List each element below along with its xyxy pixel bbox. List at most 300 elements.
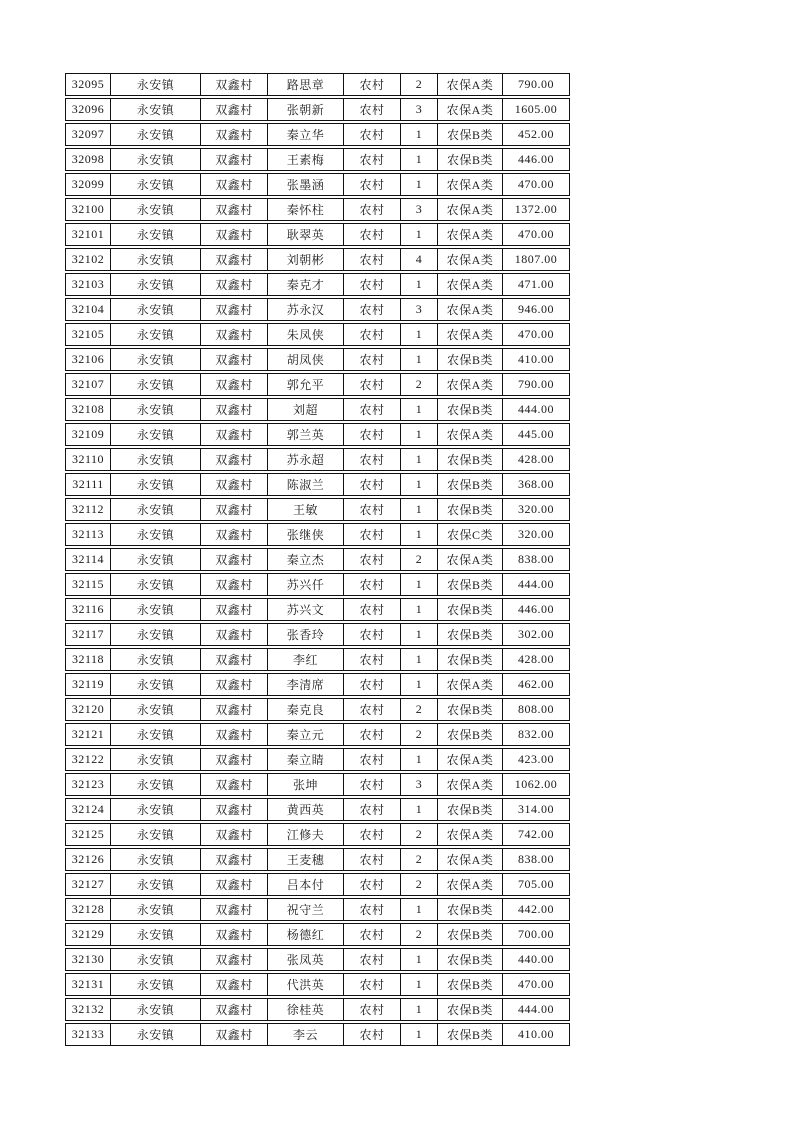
cell-residence: 农村	[343, 923, 400, 946]
cell-count: 2	[400, 73, 437, 96]
cell-residence: 农村	[343, 498, 400, 521]
cell-name: 苏兴文	[267, 598, 343, 621]
cell-residence: 农村	[343, 623, 400, 646]
cell-category: 农保A类	[437, 98, 502, 121]
table-row	[65, 98, 570, 121]
cell-count: 1	[400, 573, 437, 596]
cell-residence: 农村	[343, 748, 400, 771]
cell-village: 双鑫村	[200, 523, 267, 546]
cell-category: 农保B类	[437, 348, 502, 371]
cell-residence: 农村	[343, 298, 400, 321]
table-row	[65, 373, 570, 396]
cell-village: 双鑫村	[200, 273, 267, 296]
cell-count: 1	[400, 473, 437, 496]
cell-town: 永安镇	[110, 748, 200, 771]
cell-id: 32095	[65, 73, 110, 96]
cell-amount: 1062.00	[502, 773, 570, 796]
cell-town: 永安镇	[110, 948, 200, 971]
cell-amount: 302.00	[502, 623, 570, 646]
cell-name: 苏永超	[267, 448, 343, 471]
table-row	[65, 548, 570, 571]
cell-town: 永安镇	[110, 498, 200, 521]
cell-count: 2	[400, 723, 437, 746]
cell-town: 永安镇	[110, 998, 200, 1021]
cell-town: 永安镇	[110, 298, 200, 321]
cell-name: 张继侠	[267, 523, 343, 546]
cell-amount: 446.00	[502, 148, 570, 171]
cell-village: 双鑫村	[200, 798, 267, 821]
cell-town: 永安镇	[110, 523, 200, 546]
cell-name: 黄西英	[267, 798, 343, 821]
cell-name: 徐桂英	[267, 998, 343, 1021]
cell-name: 秦怀柱	[267, 198, 343, 221]
table-row	[65, 448, 570, 471]
cell-residence: 农村	[343, 898, 400, 921]
cell-id: 32120	[65, 698, 110, 721]
table-row	[65, 923, 570, 946]
cell-residence: 农村	[343, 973, 400, 996]
cell-category: 农保A类	[437, 548, 502, 571]
cell-village: 双鑫村	[200, 398, 267, 421]
cell-name: 朱凤侠	[267, 323, 343, 346]
cell-count: 1	[400, 673, 437, 696]
cell-amount: 444.00	[502, 573, 570, 596]
cell-residence: 农村	[343, 123, 400, 146]
cell-name: 王麦穗	[267, 848, 343, 871]
cell-village: 双鑫村	[200, 373, 267, 396]
cell-name: 秦克良	[267, 698, 343, 721]
table-row	[65, 1023, 570, 1046]
cell-id: 32103	[65, 273, 110, 296]
cell-village: 双鑫村	[200, 498, 267, 521]
table-row	[65, 773, 570, 796]
cell-residence: 农村	[343, 798, 400, 821]
cell-village: 双鑫村	[200, 848, 267, 871]
cell-category: 农保A类	[437, 873, 502, 896]
table-row	[65, 798, 570, 821]
cell-residence: 农村	[343, 373, 400, 396]
cell-category: 农保A类	[437, 223, 502, 246]
cell-category: 农保B类	[437, 148, 502, 171]
table-row	[65, 723, 570, 746]
cell-count: 1	[400, 948, 437, 971]
table-row	[65, 948, 570, 971]
cell-residence: 农村	[343, 348, 400, 371]
cell-name: 江修夫	[267, 823, 343, 846]
cell-town: 永安镇	[110, 348, 200, 371]
cell-name: 张墨涵	[267, 173, 343, 196]
cell-village: 双鑫村	[200, 898, 267, 921]
cell-id: 32126	[65, 848, 110, 871]
cell-village: 双鑫村	[200, 923, 267, 946]
cell-residence: 农村	[343, 573, 400, 596]
cell-village: 双鑫村	[200, 623, 267, 646]
cell-name: 张香玲	[267, 623, 343, 646]
cell-id: 32113	[65, 523, 110, 546]
cell-id: 32114	[65, 548, 110, 571]
cell-amount: 410.00	[502, 1023, 570, 1046]
cell-residence: 农村	[343, 198, 400, 221]
cell-name: 苏永汉	[267, 298, 343, 321]
cell-village: 双鑫村	[200, 423, 267, 446]
cell-village: 双鑫村	[200, 823, 267, 846]
cell-name: 吕本付	[267, 873, 343, 896]
cell-id: 32115	[65, 573, 110, 596]
cell-id: 32124	[65, 798, 110, 821]
cell-residence: 农村	[343, 873, 400, 896]
cell-id: 32106	[65, 348, 110, 371]
cell-count: 2	[400, 923, 437, 946]
cell-village: 双鑫村	[200, 223, 267, 246]
cell-village: 双鑫村	[200, 348, 267, 371]
cell-category: 农保A类	[437, 173, 502, 196]
benefits-table	[65, 71, 570, 1048]
cell-village: 双鑫村	[200, 448, 267, 471]
table-row	[65, 648, 570, 671]
cell-town: 永安镇	[110, 423, 200, 446]
cell-id: 32131	[65, 973, 110, 996]
table-row	[65, 398, 570, 421]
cell-village: 双鑫村	[200, 298, 267, 321]
cell-count: 1	[400, 173, 437, 196]
cell-town: 永安镇	[110, 148, 200, 171]
table-row	[65, 998, 570, 1021]
cell-category: 农保B类	[437, 723, 502, 746]
cell-town: 永安镇	[110, 673, 200, 696]
cell-town: 永安镇	[110, 223, 200, 246]
table-row	[65, 573, 570, 596]
cell-town: 永安镇	[110, 398, 200, 421]
cell-category: 农保A类	[437, 73, 502, 96]
table-row	[65, 823, 570, 846]
cell-count: 3	[400, 298, 437, 321]
cell-category: 农保A类	[437, 773, 502, 796]
table-row	[65, 698, 570, 721]
cell-town: 永安镇	[110, 973, 200, 996]
cell-amount: 1605.00	[502, 98, 570, 121]
cell-residence: 农村	[343, 223, 400, 246]
cell-amount: 470.00	[502, 973, 570, 996]
cell-name: 路思章	[267, 73, 343, 96]
cell-town: 永安镇	[110, 798, 200, 821]
table-row	[65, 173, 570, 196]
cell-count: 1	[400, 273, 437, 296]
cell-residence: 农村	[343, 698, 400, 721]
cell-name: 秦立华	[267, 123, 343, 146]
cell-residence: 农村	[343, 273, 400, 296]
cell-category: 农保A类	[437, 748, 502, 771]
cell-name: 张坤	[267, 773, 343, 796]
cell-category: 农保A类	[437, 823, 502, 846]
cell-count: 1	[400, 323, 437, 346]
cell-residence: 农村	[343, 723, 400, 746]
cell-category: 农保B类	[437, 1023, 502, 1046]
cell-category: 农保A类	[437, 248, 502, 271]
cell-category: 农保B类	[437, 948, 502, 971]
cell-id: 32130	[65, 948, 110, 971]
cell-id: 32119	[65, 673, 110, 696]
cell-amount: 320.00	[502, 523, 570, 546]
table-row	[65, 73, 570, 96]
cell-id: 32104	[65, 298, 110, 321]
cell-residence: 农村	[343, 398, 400, 421]
cell-town: 永安镇	[110, 273, 200, 296]
cell-village: 双鑫村	[200, 573, 267, 596]
cell-residence: 农村	[343, 1023, 400, 1046]
cell-category: 农保B类	[437, 648, 502, 671]
cell-amount: 790.00	[502, 73, 570, 96]
cell-name: 胡凤侠	[267, 348, 343, 371]
cell-count: 2	[400, 848, 437, 871]
table-row	[65, 623, 570, 646]
cell-town: 永安镇	[110, 98, 200, 121]
table-row	[65, 273, 570, 296]
cell-count: 1	[400, 148, 437, 171]
cell-amount: 452.00	[502, 123, 570, 146]
cell-amount: 700.00	[502, 923, 570, 946]
cell-id: 32132	[65, 998, 110, 1021]
cell-town: 永安镇	[110, 473, 200, 496]
cell-category: 农保B类	[437, 573, 502, 596]
cell-count: 1	[400, 598, 437, 621]
cell-amount: 462.00	[502, 673, 570, 696]
table-row	[65, 298, 570, 321]
cell-id: 32116	[65, 598, 110, 621]
cell-count: 1	[400, 423, 437, 446]
cell-category: 农保B类	[437, 498, 502, 521]
cell-town: 永安镇	[110, 548, 200, 571]
cell-town: 永安镇	[110, 73, 200, 96]
cell-village: 双鑫村	[200, 948, 267, 971]
cell-town: 永安镇	[110, 898, 200, 921]
cell-residence: 农村	[343, 248, 400, 271]
cell-id: 32105	[65, 323, 110, 346]
cell-id: 32096	[65, 98, 110, 121]
cell-category: 农保A类	[437, 273, 502, 296]
cell-category: 农保B类	[437, 798, 502, 821]
cell-village: 双鑫村	[200, 98, 267, 121]
table-row	[65, 973, 570, 996]
cell-residence: 农村	[343, 98, 400, 121]
cell-amount: 1807.00	[502, 248, 570, 271]
cell-category: 农保A类	[437, 373, 502, 396]
cell-id: 32122	[65, 748, 110, 771]
cell-count: 1	[400, 748, 437, 771]
cell-name: 陈淑兰	[267, 473, 343, 496]
cell-category: 农保B类	[437, 473, 502, 496]
cell-name: 张凤英	[267, 948, 343, 971]
cell-name: 刘朝彬	[267, 248, 343, 271]
cell-count: 2	[400, 698, 437, 721]
cell-count: 1	[400, 523, 437, 546]
cell-residence: 农村	[343, 173, 400, 196]
cell-amount: 442.00	[502, 898, 570, 921]
cell-residence: 农村	[343, 948, 400, 971]
cell-count: 4	[400, 248, 437, 271]
table-row	[65, 673, 570, 696]
cell-category: 农保A类	[437, 298, 502, 321]
cell-village: 双鑫村	[200, 673, 267, 696]
cell-residence: 农村	[343, 523, 400, 546]
cell-id: 32101	[65, 223, 110, 246]
cell-residence: 农村	[343, 648, 400, 671]
cell-category: 农保A类	[437, 323, 502, 346]
cell-id: 32127	[65, 873, 110, 896]
cell-residence: 农村	[343, 473, 400, 496]
cell-amount: 470.00	[502, 323, 570, 346]
cell-residence: 农村	[343, 598, 400, 621]
cell-id: 32128	[65, 898, 110, 921]
cell-name: 王素梅	[267, 148, 343, 171]
cell-name: 李云	[267, 1023, 343, 1046]
cell-id: 32111	[65, 473, 110, 496]
cell-amount: 423.00	[502, 748, 570, 771]
cell-amount: 1372.00	[502, 198, 570, 221]
table-row	[65, 873, 570, 896]
cell-id: 32097	[65, 123, 110, 146]
cell-town: 永安镇	[110, 623, 200, 646]
cell-town: 永安镇	[110, 173, 200, 196]
cell-name: 刘超	[267, 398, 343, 421]
cell-amount: 742.00	[502, 823, 570, 846]
cell-amount: 410.00	[502, 348, 570, 371]
cell-town: 永安镇	[110, 848, 200, 871]
cell-count: 1	[400, 648, 437, 671]
cell-village: 双鑫村	[200, 998, 267, 1021]
cell-id: 32121	[65, 723, 110, 746]
table-row	[65, 348, 570, 371]
table-row	[65, 323, 570, 346]
cell-category: 农保B类	[437, 898, 502, 921]
cell-town: 永安镇	[110, 723, 200, 746]
cell-category: 农保B类	[437, 398, 502, 421]
cell-category: 农保B类	[437, 973, 502, 996]
cell-residence: 农村	[343, 423, 400, 446]
table-row	[65, 248, 570, 271]
cell-id: 32100	[65, 198, 110, 221]
cell-amount: 440.00	[502, 948, 570, 971]
cell-village: 双鑫村	[200, 723, 267, 746]
cell-amount: 470.00	[502, 173, 570, 196]
table-row	[65, 523, 570, 546]
cell-amount: 946.00	[502, 298, 570, 321]
cell-amount: 470.00	[502, 223, 570, 246]
cell-amount: 320.00	[502, 498, 570, 521]
cell-village: 双鑫村	[200, 248, 267, 271]
cell-residence: 农村	[343, 73, 400, 96]
cell-count: 1	[400, 498, 437, 521]
cell-amount: 314.00	[502, 798, 570, 821]
table-row	[65, 898, 570, 921]
cell-name: 苏兴仟	[267, 573, 343, 596]
cell-count: 3	[400, 198, 437, 221]
cell-count: 1	[400, 223, 437, 246]
cell-village: 双鑫村	[200, 473, 267, 496]
cell-count: 1	[400, 998, 437, 1021]
cell-count: 2	[400, 548, 437, 571]
cell-amount: 808.00	[502, 698, 570, 721]
cell-name: 耿翠英	[267, 223, 343, 246]
cell-name: 郭允平	[267, 373, 343, 396]
cell-name: 杨德红	[267, 923, 343, 946]
cell-town: 永安镇	[110, 823, 200, 846]
cell-count: 1	[400, 448, 437, 471]
cell-category: 农保B类	[437, 698, 502, 721]
cell-town: 永安镇	[110, 123, 200, 146]
cell-name: 李清席	[267, 673, 343, 696]
cell-village: 双鑫村	[200, 548, 267, 571]
table-row	[65, 598, 570, 621]
cell-name: 秦立元	[267, 723, 343, 746]
cell-amount: 471.00	[502, 273, 570, 296]
cell-count: 3	[400, 98, 437, 121]
cell-id: 32123	[65, 773, 110, 796]
table-row	[65, 848, 570, 871]
table-row	[65, 223, 570, 246]
cell-amount: 705.00	[502, 873, 570, 896]
cell-category: 农保A类	[437, 673, 502, 696]
cell-amount: 444.00	[502, 398, 570, 421]
cell-town: 永安镇	[110, 373, 200, 396]
cell-town: 永安镇	[110, 698, 200, 721]
cell-village: 双鑫村	[200, 598, 267, 621]
cell-id: 32125	[65, 823, 110, 846]
cell-count: 1	[400, 798, 437, 821]
cell-amount: 790.00	[502, 373, 570, 396]
cell-town: 永安镇	[110, 923, 200, 946]
cell-village: 双鑫村	[200, 148, 267, 171]
cell-id: 32109	[65, 423, 110, 446]
cell-category: 农保A类	[437, 198, 502, 221]
cell-count: 1	[400, 973, 437, 996]
cell-village: 双鑫村	[200, 173, 267, 196]
cell-category: 农保B类	[437, 623, 502, 646]
cell-id: 32108	[65, 398, 110, 421]
cell-count: 1	[400, 348, 437, 371]
cell-amount: 428.00	[502, 648, 570, 671]
cell-category: 农保B类	[437, 923, 502, 946]
cell-category: 农保B类	[437, 998, 502, 1021]
cell-id: 32107	[65, 373, 110, 396]
cell-town: 永安镇	[110, 598, 200, 621]
cell-count: 1	[400, 123, 437, 146]
table-row	[65, 748, 570, 771]
cell-village: 双鑫村	[200, 973, 267, 996]
cell-count: 1	[400, 623, 437, 646]
cell-category: 农保A类	[437, 848, 502, 871]
cell-residence: 农村	[343, 673, 400, 696]
cell-town: 永安镇	[110, 648, 200, 671]
table-row	[65, 123, 570, 146]
cell-category: 农保A类	[437, 423, 502, 446]
cell-name: 张朝新	[267, 98, 343, 121]
cell-id: 32099	[65, 173, 110, 196]
cell-count: 1	[400, 898, 437, 921]
cell-amount: 446.00	[502, 598, 570, 621]
cell-amount: 368.00	[502, 473, 570, 496]
cell-amount: 832.00	[502, 723, 570, 746]
cell-village: 双鑫村	[200, 698, 267, 721]
cell-residence: 农村	[343, 848, 400, 871]
cell-name: 郭兰英	[267, 423, 343, 446]
cell-amount: 838.00	[502, 548, 570, 571]
cell-town: 永安镇	[110, 323, 200, 346]
cell-id: 32098	[65, 148, 110, 171]
cell-village: 双鑫村	[200, 73, 267, 96]
cell-village: 双鑫村	[200, 748, 267, 771]
cell-town: 永安镇	[110, 573, 200, 596]
cell-count: 3	[400, 773, 437, 796]
